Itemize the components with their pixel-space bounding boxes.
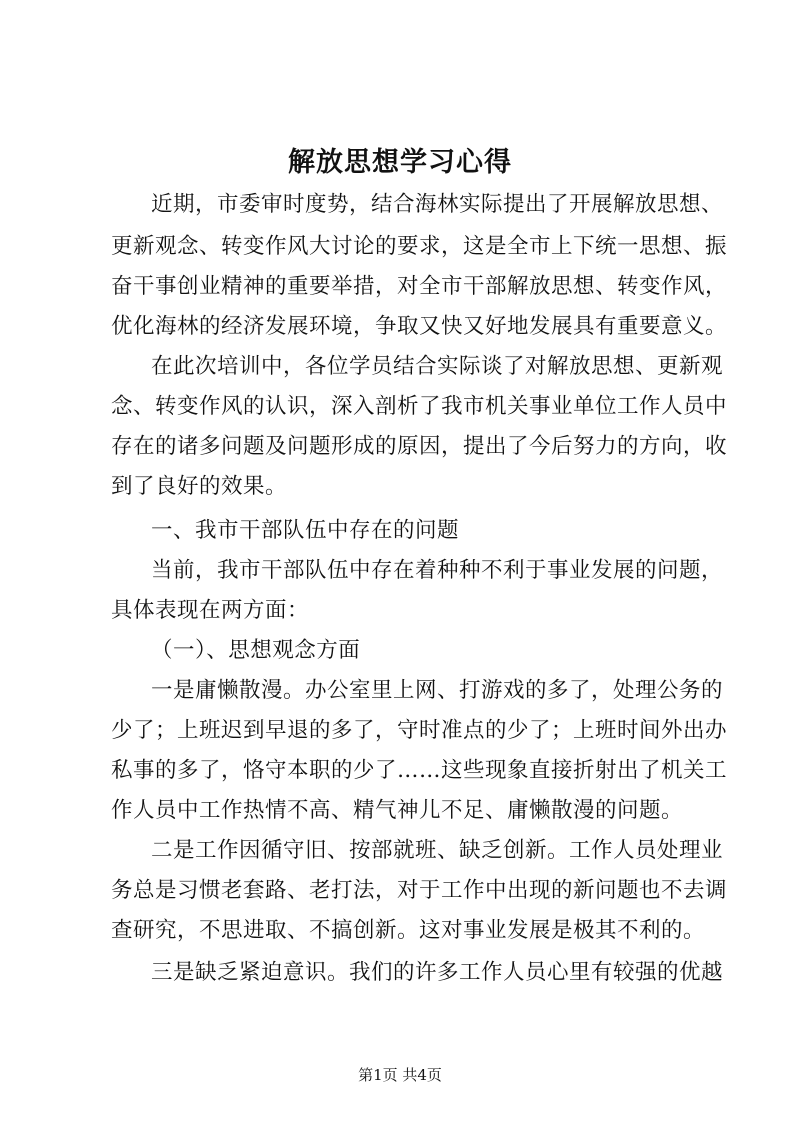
subsection-heading: （一）、思想观念方面 bbox=[151, 638, 361, 663]
paragraph-line: 念、转变作风的认识，深入剖析了我市机关事业单位工作人员中 bbox=[111, 394, 728, 419]
paragraph-line: 具体表现在两方面： bbox=[111, 598, 310, 623]
paragraph-line: 私事的多了，恪守本职的少了……这些现象直接折射出了机关工 bbox=[111, 758, 728, 783]
page-number: 第1页 共4页 bbox=[358, 1066, 442, 1084]
document-title: 解放思想学习心得 bbox=[288, 147, 512, 178]
paragraph-line: 务总是习惯老套路、老打法，对于工作中出现的新问题也不去调 bbox=[111, 878, 728, 903]
paragraph-line: 到了良好的效果。 bbox=[111, 474, 288, 499]
paragraph-line: 二是工作因循守旧、按部就班、缺乏创新。工作人员处理业 bbox=[151, 838, 724, 863]
paragraph-line: 少了；上班迟到早退的多了，守时准点的少了；上班时间外出办 bbox=[111, 718, 728, 743]
paragraph-line: 一是庸懒散漫。办公室里上网、打游戏的多了，处理公务的 bbox=[151, 678, 724, 703]
paragraph-line: 查研究，不思进取、不搞创新。这对事业发展是极其不利的。 bbox=[111, 918, 706, 943]
paragraph-line: 三是缺乏紧迫意识。我们的许多工作人员心里有较强的优越 bbox=[151, 960, 724, 985]
paragraph-line: 奋干事创业精神的重要举措，对全市干部解放思想、转变作风， bbox=[111, 274, 728, 299]
paragraph-line: 当前，我市干部队伍中存在着种种不利于事业发展的问题， bbox=[151, 558, 724, 583]
paragraph-line: 在此次培训中，各位学员结合实际谈了对解放思想、更新观 bbox=[151, 354, 724, 379]
paragraph-line: 存在的诸多问题及问题形成的原因，提出了今后努力的方向，收 bbox=[111, 434, 728, 459]
paragraph-line: 作人员中工作热情不高、精气神儿不足、庸懒散漫的问题。 bbox=[111, 798, 684, 823]
paragraph-line: 优化海林的经济发展环境，争取又快又好地发展具有重要意义。 bbox=[111, 314, 728, 339]
section-heading: 一、我市干部队伍中存在的问题 bbox=[151, 518, 460, 543]
paragraph-line: 更新观念、转变作风大讨论的要求，这是全市上下统一思想、振 bbox=[111, 234, 728, 259]
paragraph-line: 近期，市委审时度势，结合海林实际提出了开展解放思想、 bbox=[151, 192, 724, 217]
